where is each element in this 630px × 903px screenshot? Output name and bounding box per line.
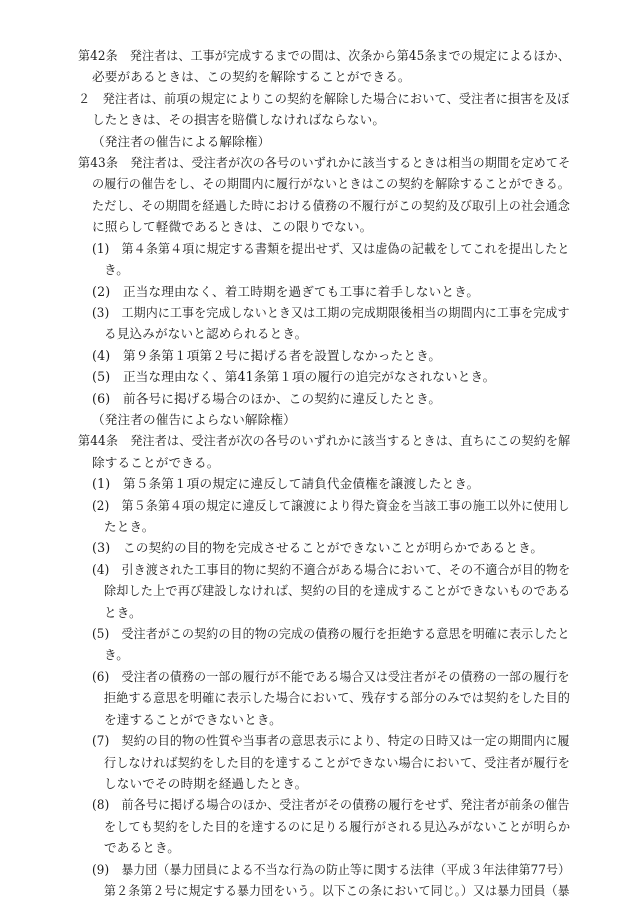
article-44-item-2-line-2: たとき。 (104, 519, 155, 534)
article-43-heading: （発注者の催告による解除権） (92, 134, 271, 149)
article-44-line-1: 第44条 発注者は、受注者が次の各号のいずれかに該当するときは、直ちにこの契約を解 (78, 433, 571, 448)
article-42-para-2-line-2: したときは、その損害を賠償しなければならない。 (92, 112, 386, 127)
article-43-line-1: 第43条 発注者は、受注者が次の各号のいずれかに該当するときは相当の期間を定めてそ (78, 155, 571, 170)
article-44-item-6-line-2: 拒絶する意思を明確に表示した場合において、残存する部分のみでは契約をした目的 (104, 690, 571, 705)
article-44-item-2-line-1: (2) 第５条第４項の規定に違反して譲渡により得た資金を当該工事の施工以外に使用し (92, 498, 570, 513)
article-43-item-3-line-2: る見込みがないと認められるとき。 (104, 326, 308, 341)
article-44-item-1: (1) 第５条第１項の規定に違反して請負代金債権を譲渡したとき。 (92, 476, 480, 491)
article-44-item-4-line-2: 除却した上で再び建設しなければ、契約の目的を達成することができないものである (104, 583, 571, 598)
article-42-para-2-line-1: ２ 発注者は、前項の規定によりこの契約を解除した場合において、受注者に損害を及ぼ (78, 91, 570, 106)
article-44-item-7-line-1: (7) 契約の目的物の性質や当事者の意思表示により、特定の日時又は一定の期間内に履 (92, 733, 570, 748)
article-43-item-4: (4) 第９条第１項第２号に掲げる者を設置しなかったとき。 (92, 348, 442, 363)
article-44-item-8-line-2: をしても契約をした目的を達するのに足りる履行がされる見込みがないことが明らか (104, 819, 571, 834)
article-43-line-4: に照らして軽微であるときは、この限りでない。 (92, 219, 373, 234)
article-43-item-6: (6) 前各号に掲げる場合のほか、この契約に違反したとき。 (92, 391, 442, 406)
article-44-item-7-line-3: しないでその時期を経過したとき。 (104, 776, 308, 791)
article-43-item-2: (2) 正当な理由なく、着工時期を過ぎても工事に着手しないとき。 (92, 284, 480, 299)
article-42-line-2: 必要があるときは、この契約を解除することができる。 (92, 69, 411, 84)
article-43-line-3: ただし、その期間を経過した時における債務の不履行がこの契約及び取引上の社会通念 (92, 198, 571, 213)
article-44-item-5-line-1: (5) 受注者がこの契約の目的物の完成の債務の履行を拒絶する意思を明確に表示したと (92, 626, 570, 641)
article-44-item-6-line-1: (6) 受注者の債務の一部の履行が不能である場合又は受注者がその債務の一部の履行を (92, 669, 570, 684)
article-44-item-9-line-1: (9) 暴力団（暴力団員による不当な行為の防止等に関する法律（平成３年法律第77号） (92, 862, 571, 877)
article-43-line-2: の履行の催告をし、その期間内に履行がないときはこの契約を解除することができる。 (92, 176, 571, 191)
article-43-item-1-line-2: き。 (104, 262, 129, 277)
article-44-item-5-line-2: き。 (104, 647, 129, 662)
article-44-item-3: (3) この契約の目的物を完成させることができないことが明らかであるとき。 (92, 540, 544, 555)
article-44-item-8-line-3: であるとき。 (104, 840, 180, 855)
article-44-item-8-line-1: (8) 前各号に掲げる場合のほか、受注者がその債務の履行をせず、発注者が前条の催告 (92, 797, 570, 812)
article-43-item-5: (5) 正当な理由なく、第41条第１項の履行の追完がなされないとき。 (92, 369, 496, 384)
article-43-item-3-line-1: (3) 工期内に工事を完成しないとき又は工期の完成期限後相当の期間内に工事を完成す (92, 305, 570, 320)
article-44-item-7-line-2: 行しなければ契約をした目的を達することができない場合において、受注者が履行を (104, 755, 571, 770)
article-44-item-6-line-3: を達することができないとき。 (104, 712, 282, 727)
article-44-item-9-line-2: 第２条第２号に規定する暴力団をいう。以下この条において同じ。）又は暴力団員（暴 (104, 883, 570, 898)
article-42-line-1: 第42条 発注者は、工事が完成するまでの間は、次条から第45条までの規定によるほか、 (78, 48, 570, 63)
article-44-item-4-line-1: (4) 引き渡された工事目的物に契約不適合がある場合において、その不適合が目的物を (92, 562, 571, 577)
article-44-heading: （発注者の催告によらない解除権） (92, 412, 296, 427)
article-44-line-2: 除することができる。 (92, 455, 220, 470)
article-44-item-4-line-3: とき。 (104, 605, 142, 620)
article-43-item-1-line-1: (1) 第４条第４項に規定する書類を提出せず、又は虚偽の記載をしてこれを提出したと (92, 241, 570, 256)
